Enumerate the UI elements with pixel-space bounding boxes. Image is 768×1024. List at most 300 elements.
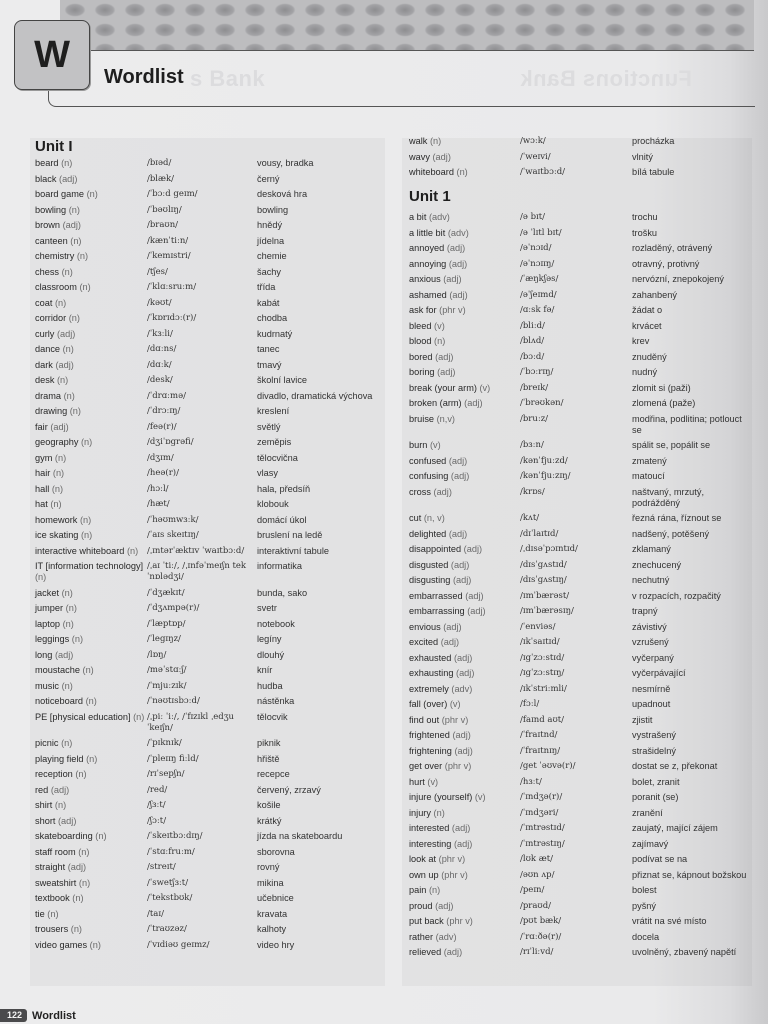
entry-word-cell	[35, 754, 147, 765]
entry-translation: bílá tabule	[632, 167, 675, 177]
entry-word: laptop	[35, 618, 61, 629]
section-letter-badge: W	[14, 20, 90, 90]
wordlist-entry	[35, 360, 380, 371]
entry-word: playing field	[35, 753, 84, 764]
entry-word: hat	[35, 499, 48, 509]
entry-translation: učebnice	[257, 893, 294, 903]
entry-translation: hala, předsíň	[257, 483, 311, 494]
entry-part-of-speech: (adj)	[448, 455, 468, 466]
wordlist-entry	[35, 831, 380, 842]
entry-translation: krvácet	[632, 320, 662, 331]
entry-word-cell	[409, 699, 520, 710]
entry-phonetic: /taɪ/	[147, 908, 164, 919]
entry-part-of-speech: (v)	[479, 382, 491, 393]
entry-part-of-speech: (adj)	[58, 815, 77, 826]
entry-phonetic: /ˈkɜːli/	[147, 328, 173, 339]
entry-part-of-speech: (n)	[62, 344, 74, 354]
entry-word-cell	[409, 606, 520, 617]
entry-word-cell	[35, 220, 147, 231]
entry-part-of-speech: (n)	[86, 753, 98, 764]
entry-word: wavy	[409, 151, 430, 162]
wordlist-entry	[409, 808, 749, 819]
entry-translation: černý	[257, 173, 280, 184]
entry-translation: matoucí	[632, 471, 665, 481]
entry-word: excited	[409, 637, 439, 647]
entry-word-cell	[409, 513, 520, 524]
wordlist-entry	[409, 367, 749, 378]
entry-word: fall (over)	[409, 699, 448, 709]
entry-part-of-speech: (n)	[61, 738, 73, 748]
wordlist-entry	[35, 515, 380, 526]
entry-translation: šachy	[257, 266, 282, 277]
wordlist-entry	[409, 336, 749, 347]
entry-word: fair	[35, 421, 48, 432]
wordlist-entry	[35, 847, 380, 858]
entry-phonetic: /ɪgˈzɔːstɪd/	[520, 652, 565, 663]
entry-word: bored	[409, 351, 433, 362]
entry-translation: nadšený, potěšený	[632, 528, 710, 539]
entry-translation: zahanbený	[632, 289, 677, 300]
entry-translation: kabát	[257, 297, 280, 308]
wordlist-entry	[409, 761, 749, 772]
entry-word: disgusted	[409, 559, 449, 570]
entry-word: leggings	[35, 634, 70, 644]
entry-phonetic: /ˈɪntrəstɪd/	[520, 823, 565, 833]
entry-phonetic: /lɒŋ/	[147, 649, 167, 660]
entry-translation: zajímavý	[632, 838, 669, 849]
entry-list	[409, 136, 749, 178]
entry-word-cell	[35, 738, 147, 749]
entry-part-of-speech: (n)	[70, 924, 82, 934]
entry-word: staff room	[35, 846, 76, 857]
entry-word-cell	[35, 344, 147, 355]
entry-word-cell	[409, 823, 520, 834]
entry-translation: pyšný	[632, 900, 657, 911]
entry-part-of-speech: (n)	[80, 437, 93, 447]
entry-translation: sborovna	[257, 846, 295, 857]
entry-word-cell	[409, 398, 520, 409]
wordlist-entry	[35, 251, 380, 262]
wordlist-entry	[409, 487, 749, 509]
entry-translation: modřina, podlitina; potlouct se	[632, 413, 742, 435]
wordlist-entry	[35, 437, 380, 448]
entry-phonetic: /praʊd/	[520, 900, 552, 911]
entry-translation: žádat o	[632, 305, 663, 315]
entry-word-cell	[35, 236, 147, 247]
entry-word: cross	[409, 486, 431, 497]
entry-phonetic: /ˈmjuːzɪk/	[147, 680, 187, 691]
entry-word: curly	[35, 328, 55, 339]
wordlist-entry	[35, 530, 380, 541]
entry-part-of-speech: (n)	[75, 769, 87, 779]
wordlist-entry	[409, 699, 749, 710]
entry-word-cell	[409, 243, 520, 254]
entry-word-cell	[409, 544, 520, 555]
entry-word-cell	[35, 546, 147, 557]
entry-word: own up	[409, 869, 439, 880]
wordlist-entry	[409, 606, 749, 617]
wordlist-entry	[409, 575, 749, 586]
entry-word: reception	[35, 769, 73, 779]
entry-part-of-speech: (adj)	[463, 544, 483, 554]
entry-phonetic: /ˈtraʊzəz/	[147, 924, 187, 934]
wordlist-entry	[409, 823, 749, 834]
entry-word: extremely	[409, 683, 449, 694]
entry-part-of-speech: (n)	[62, 618, 74, 629]
entry-word: jumper	[35, 603, 64, 613]
wordlist-entry	[409, 305, 749, 316]
entry-word-cell	[409, 637, 520, 648]
entry-phonetic: /ˈfraɪtnɪŋ/	[520, 745, 561, 756]
entry-word-cell	[35, 603, 147, 614]
entry-word: short	[35, 815, 56, 826]
wordlist-entry	[409, 591, 749, 602]
entry-part-of-speech: (n)	[71, 634, 84, 644]
entry-word: a little bit	[409, 227, 446, 238]
entry-translation: dlouhý	[257, 649, 285, 660]
entry-translation: chodba	[257, 313, 288, 323]
entry-part-of-speech: (adj)	[443, 621, 462, 632]
entry-translation: kreslení	[257, 406, 290, 416]
entry-word-cell	[409, 916, 520, 927]
entry-word-cell	[35, 251, 147, 262]
entry-word: tie	[35, 908, 45, 919]
wordlist-entry	[35, 422, 380, 433]
page-footer	[0, 1007, 120, 1024]
entry-word: rather	[409, 931, 434, 942]
entry-word: interactive whiteboard	[35, 545, 125, 556]
page-title: Wordlist	[104, 66, 184, 88]
entry-part-of-speech: (adj)	[62, 220, 81, 230]
entry-word-cell	[409, 761, 520, 772]
entry-phonetic: /ˈkemɪstri/	[147, 251, 191, 261]
entry-phonetic: /wɔːk/	[520, 136, 546, 146]
entry-phonetic: /dɑːk/	[147, 359, 172, 370]
entry-word-cell	[409, 212, 520, 223]
entry-word: embarrassed	[409, 590, 463, 601]
entry-word-cell	[409, 456, 520, 467]
entry-translation: jídelna	[257, 235, 285, 246]
entry-word: hurt	[409, 776, 425, 787]
entry-phonetic: /dɪsˈgʌstɪd/	[520, 559, 567, 570]
entry-translation: zjistit	[632, 714, 653, 725]
entry-word-cell	[409, 746, 520, 757]
entry-phonetic: /ɪmˈbærəsɪŋ/	[520, 606, 574, 616]
wordlist-entry	[409, 513, 749, 524]
entry-translation: podívat se na	[632, 854, 688, 864]
entry-word-cell	[35, 360, 147, 371]
entry-part-of-speech: (n)	[80, 530, 93, 540]
entry-word-cell	[35, 174, 147, 185]
entry-translation: vyčerpaný	[632, 652, 674, 663]
entry-part-of-speech: (v)	[427, 776, 439, 787]
entry-part-of-speech: (n)	[50, 499, 62, 509]
entry-phonetic: /ˈskeɪtbɔːdɪŋ/	[147, 831, 203, 841]
entry-phonetic: /bɜːn/	[520, 440, 544, 450]
entry-part-of-speech: (adj)	[56, 328, 76, 339]
entry-phonetic: /blʌd/	[520, 336, 545, 346]
entry-word-cell	[409, 591, 520, 602]
entry-phonetic: /ˈvɪdiəʊ geɪmz/	[147, 939, 210, 950]
entry-word-cell	[35, 650, 147, 661]
entry-part-of-speech: (phr v)	[438, 854, 466, 864]
wordlist-entry	[35, 313, 380, 324]
entry-word-cell	[35, 696, 147, 707]
entry-word: textbook	[35, 893, 70, 903]
entry-word: red	[35, 784, 49, 795]
entry-part-of-speech: (adj)	[433, 486, 452, 497]
entry-translation: vzrušený	[632, 637, 669, 647]
entry-word-cell	[35, 422, 147, 433]
entry-part-of-speech: (n)	[68, 204, 80, 215]
entry-translation: v rozpacích, rozpačitý	[632, 590, 721, 601]
entry-translation: světlý	[257, 421, 281, 432]
entry-part-of-speech: (adv)	[447, 227, 469, 238]
entry-word-cell	[35, 634, 147, 645]
entry-word-cell	[409, 885, 520, 896]
entry-part-of-speech: (n)	[433, 807, 445, 818]
unit-heading: Unit 1	[409, 188, 451, 205]
entry-word: video games	[35, 939, 88, 950]
entry-part-of-speech: (n)	[52, 468, 65, 478]
entry-phonetic: /fɔːl/	[520, 699, 540, 709]
entry-word: desk	[35, 375, 55, 385]
entry-word-cell	[409, 529, 520, 540]
entry-part-of-speech: (n)	[76, 251, 89, 261]
entry-translation: trošku	[632, 227, 658, 238]
entry-translation: divadlo, dramatická výchova	[257, 390, 373, 401]
wordlist-entry	[409, 259, 749, 270]
entry-part-of-speech: (adj)	[450, 471, 470, 481]
entry-phonetic: /ˈɪntrəstɪŋ/	[520, 838, 565, 849]
entry-part-of-speech: (n)	[85, 696, 97, 706]
entry-part-of-speech: (phr v)	[441, 869, 468, 880]
entry-part-of-speech: (v)	[434, 320, 445, 331]
entry-phonetic: /ˈdʒʌmpə(r)/	[147, 603, 200, 613]
entry-word: ashamed	[409, 289, 447, 300]
entry-word: shirt	[35, 800, 53, 810]
entry-phonetic: /ˈfraɪtnd/	[520, 730, 558, 740]
wordlist-entry	[35, 298, 380, 309]
entry-translation: tmavý	[257, 359, 282, 370]
entry-word-cell	[409, 901, 520, 912]
entry-part-of-speech: (adv)	[435, 931, 457, 942]
entry-phonetic: /ˌaɪ ˈtiː/, /ˌɪnfəˈmeɪʃn tekˈnɒlədʒi/	[147, 561, 247, 582]
entry-phonetic: /ˈnəʊtɪsbɔːd/	[147, 696, 200, 706]
entry-translation: knír	[257, 665, 273, 675]
wordlist-entry	[35, 940, 380, 951]
entry-word: walk	[409, 136, 428, 146]
wordlist-entry	[35, 712, 380, 734]
entry-word: corridor	[35, 313, 67, 323]
entry-word-cell	[35, 313, 147, 324]
entry-part-of-speech: (n)	[79, 282, 91, 292]
entry-part-of-speech: (adj)	[67, 862, 87, 872]
entry-part-of-speech: (adv)	[428, 212, 450, 222]
entry-translation: upadnout	[632, 699, 671, 709]
entry-word-cell	[409, 777, 520, 788]
header-pattern-banner	[60, 0, 754, 51]
entry-word-cell	[35, 712, 147, 734]
entry-phonetic: /ˈæŋkʃəs/	[520, 274, 559, 284]
wordlist-entry	[35, 650, 380, 661]
wordlist-entry	[409, 440, 749, 451]
entry-phonetic: /ˈbrəʊkən/	[520, 398, 564, 408]
entry-word-cell	[409, 792, 520, 803]
entry-part-of-speech: (n)	[47, 908, 59, 919]
entry-word-cell	[35, 800, 147, 811]
entry-word-cell	[35, 453, 147, 464]
wordlist-entry	[409, 274, 749, 285]
entry-part-of-speech: (n)	[434, 336, 446, 346]
wordlist-entry	[409, 529, 749, 540]
entry-translation: mikina	[257, 877, 284, 888]
wordlist-entry	[35, 785, 380, 796]
entry-word: board game	[35, 189, 85, 199]
entry-phonetic: /tʃes/	[147, 266, 168, 277]
entry-translation: nudný	[632, 367, 658, 377]
entry-word: moustache	[35, 665, 80, 675]
entry-translation: nástěnka	[257, 696, 295, 706]
entry-phonetic: /ˈenviəs/	[520, 621, 556, 632]
wordlist-entry	[35, 282, 380, 293]
entry-phonetic: /ˈweɪvi/	[520, 151, 551, 162]
entry-word: ice skating	[35, 530, 79, 540]
entry-translation: recepce	[257, 769, 290, 779]
entry-part-of-speech: (n)	[61, 680, 73, 691]
entry-word-cell	[409, 653, 520, 664]
entry-word-cell	[409, 440, 520, 451]
wordlist-entry	[35, 681, 380, 692]
entry-translation: procházka	[632, 136, 675, 146]
entry-word: frightening	[409, 745, 452, 756]
entry-word: picnic	[35, 738, 59, 748]
entry-part-of-speech: (n)	[70, 235, 82, 246]
entry-part-of-speech: (n, v)	[423, 513, 445, 523]
entry-part-of-speech: (n)	[51, 483, 64, 494]
entry-phonetic: /əˈnɔɪɪŋ/	[520, 258, 555, 269]
entry-translation: vousy, bradka	[257, 158, 314, 168]
wordlist-entry	[409, 456, 749, 467]
entry-phonetic: /rɪˈliːvd/	[520, 947, 554, 957]
entry-word-cell	[35, 665, 147, 676]
entry-phonetic: /peɪn/	[520, 885, 545, 895]
entry-phonetic: /ˈlæptɒp/	[147, 618, 186, 629]
entry-phonetic: /ˈdʒækɪt/	[147, 587, 185, 598]
entry-word-cell	[35, 530, 147, 541]
entry-part-of-speech: (n)	[429, 136, 442, 146]
entry-word-cell	[409, 305, 520, 316]
entry-translation: domácí úkol	[257, 514, 307, 525]
wordlist-entry	[409, 730, 749, 741]
entry-word-cell	[35, 468, 147, 479]
wordlist-entry	[35, 816, 380, 827]
entry-word-cell	[409, 487, 520, 509]
wordlist-entry	[35, 769, 380, 780]
entry-word-cell	[35, 282, 147, 293]
entry-phonetic: /desk/	[147, 375, 173, 385]
entry-translation: košile	[257, 800, 281, 810]
entry-part-of-speech: (adj)	[50, 421, 69, 432]
entry-translation: svetr	[257, 603, 277, 613]
entry-part-of-speech: (adj)	[448, 258, 468, 269]
entry-translation: nechutný	[632, 575, 670, 585]
entry-part-of-speech: (adj)	[437, 367, 456, 377]
entry-translation: červený, zrzavý	[257, 784, 321, 795]
entry-translation: zeměpis	[257, 437, 292, 447]
entry-word: drawing	[35, 406, 68, 416]
entry-phonetic: /lʊk æt/	[520, 854, 553, 864]
entry-translation: rozladěný, otrávený	[632, 243, 713, 253]
wordlist-entry	[409, 228, 749, 239]
entry-word-cell	[35, 205, 147, 216]
entry-word-cell	[409, 259, 520, 270]
entry-word-cell	[35, 298, 147, 309]
entry-word: brown	[35, 220, 61, 230]
wordlist-column-right	[409, 136, 749, 963]
wordlist-entry	[35, 738, 380, 749]
entry-phonetic: /ˈhəʊmwɜːk/	[147, 514, 199, 525]
entry-part-of-speech: (n)	[428, 885, 441, 895]
entry-part-of-speech: (adj)	[59, 173, 78, 184]
entry-word-cell	[409, 560, 520, 571]
entry-part-of-speech: (adj)	[452, 730, 471, 740]
entry-word: pain	[409, 885, 427, 895]
entry-word: burn	[409, 440, 428, 450]
entry-word-cell	[35, 329, 147, 340]
wordlist-entry	[409, 870, 749, 881]
entry-translation: vyčerpávající	[632, 668, 686, 678]
entry-translation: poranit (se)	[632, 792, 679, 802]
entry-phonetic: /hæt/	[147, 499, 170, 509]
entry-translation: zklamaný	[632, 544, 671, 554]
entry-word-cell	[35, 375, 147, 386]
entry-word: a bit	[409, 212, 427, 222]
entry-part-of-speech: (adj)	[465, 590, 484, 601]
entry-translation: vlasy	[257, 468, 278, 478]
wordlist-entry	[409, 622, 749, 633]
entry-translation: bolet, zranit	[632, 776, 680, 787]
wordlist-entry	[409, 544, 749, 555]
entry-word-cell	[409, 352, 520, 363]
wordlist-entry	[35, 634, 380, 645]
entry-part-of-speech: (adj)	[443, 947, 463, 957]
entry-word: relieved	[409, 947, 442, 957]
wordlist-entry	[409, 653, 749, 664]
entry-word: canteen	[35, 235, 68, 246]
entry-word: break (your arm)	[409, 382, 477, 393]
entry-word-cell	[409, 730, 520, 741]
entry-part-of-speech: (adj)	[467, 606, 486, 616]
entry-word: disappointed	[409, 544, 462, 554]
entry-part-of-speech: (adj)	[432, 151, 451, 162]
entry-phonetic: /kʌt/	[520, 513, 540, 523]
entry-translation: docela	[632, 931, 660, 942]
entry-word: noticeboard	[35, 696, 84, 706]
entry-phonetic: /əʊn ʌp/	[520, 869, 555, 880]
unit-heading: Unit I	[35, 138, 73, 155]
entry-word: exhausted	[409, 652, 452, 663]
entry-translation: trochu	[632, 212, 658, 222]
entry-word: jacket	[35, 587, 60, 598]
entry-translation: notebook	[257, 618, 295, 629]
entry-word: bleed	[409, 320, 432, 331]
entry-translation: hudba	[257, 680, 283, 691]
entry-word-cell	[35, 515, 147, 526]
entry-part-of-speech: (adj)	[443, 274, 462, 284]
entry-phonetic: /ˈdrɑːmə/	[147, 390, 186, 401]
wordlist-entry	[35, 344, 380, 355]
